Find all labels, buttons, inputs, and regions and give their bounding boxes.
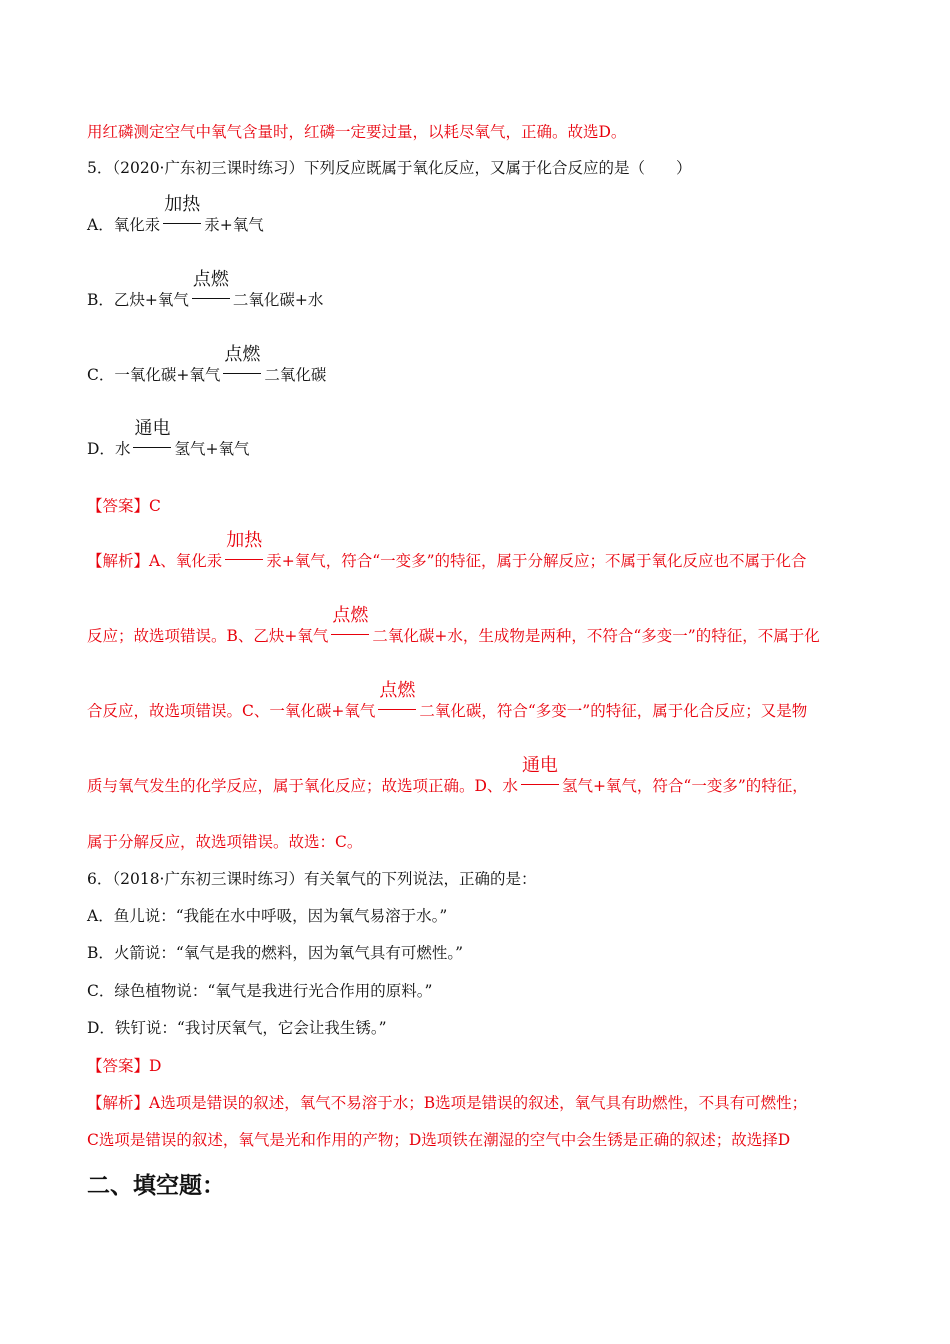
q5-analysis-line-2: 反应；故选项错误。B、乙炔+氧气 点燃 二氧化碳+水，生成物是两种，不符合“多变一”的特征，不属于化	[87, 605, 820, 645]
reaction-condition: 点燃	[378, 701, 416, 721]
q5-option-a: A．氧化汞 加热 汞+氧气	[87, 194, 264, 234]
q5-option-d: D．水 通电 氢气+氧气	[87, 418, 250, 458]
reaction-condition: 通电	[133, 439, 171, 459]
q5-stem: 5．（2020·广东初三课时练习）下列反应既属于氧化反应，又属于化合反应的是（ ）	[87, 159, 692, 177]
reaction-condition: 点燃	[192, 290, 230, 310]
q5-analysis-line-1: 【解析】A、氧化汞 加热 汞+氧气，符合“一变多”的特征，属于分解反应；不属于氧化反应也不属于化合	[87, 530, 807, 570]
section-heading: 二、填空题：	[87, 1173, 225, 1199]
reaction-condition: 加热	[225, 551, 263, 571]
q6-option-b: B．火箭说：“氧气是我的燃料，因为氧气具有可燃性。”	[87, 944, 463, 962]
reaction-condition: 通电	[521, 776, 559, 796]
q6-option-c: C．绿色植物说：“氧气是我进行光合作用的原料。”	[87, 982, 433, 1000]
q6-stem: 6．（2018·广东初三课时练习）有关氧气的下列说法，正确的是：	[87, 870, 537, 888]
q5-analysis-line-4: 质与氧气发生的化学反应，属于氧化反应；故选项正确。D、水 通电 氢气+氧气，符合“一变多”的特征，	[87, 755, 808, 795]
reaction-condition: 点燃	[331, 626, 369, 646]
reaction-condition: 加热	[163, 215, 201, 235]
reaction-condition: 点燃	[223, 365, 261, 385]
q6-option-a: A．鱼儿说：“我能在水中呼吸，因为氧气易溶于水。”	[87, 907, 448, 925]
q5-option-b: B．乙炔+氧气 点燃 二氧化碳+水	[87, 269, 324, 309]
q6-analysis-line-2: C选项是错误的叙述，氧气是光和作用的产物；D选项铁在潮湿的空气中会生锈是正确的叙述；故选择D	[87, 1131, 791, 1149]
q5-analysis-line-5: 属于分解反应，故选项错误。故选：C。	[87, 833, 363, 851]
q4-analysis-tail: 用红磷测定空气中氧气含量时，红磷一定要过量，以耗尽氧气，正确。故选D。	[87, 123, 627, 141]
q5-answer: 【答案】C	[87, 497, 161, 515]
q5-analysis-line-3: 合反应，故选项错误。C、一氧化碳+氧气 点燃 二氧化碳，符合“多变一”的特征，属于化合反应；又是物	[87, 680, 808, 720]
q6-answer: 【答案】D	[87, 1057, 162, 1075]
q5-option-c: C．一氧化碳+氧气 点燃 二氧化碳	[87, 344, 327, 384]
q6-option-d: D．铁钉说：“我讨厌氧气，它会让我生锈。”	[87, 1019, 387, 1037]
q6-analysis-line-1: 【解析】A选项是错误的叙述，氧气不易溶于水；B选项是错误的叙述，氧气具有助燃性，不具有可燃性；	[87, 1094, 808, 1112]
